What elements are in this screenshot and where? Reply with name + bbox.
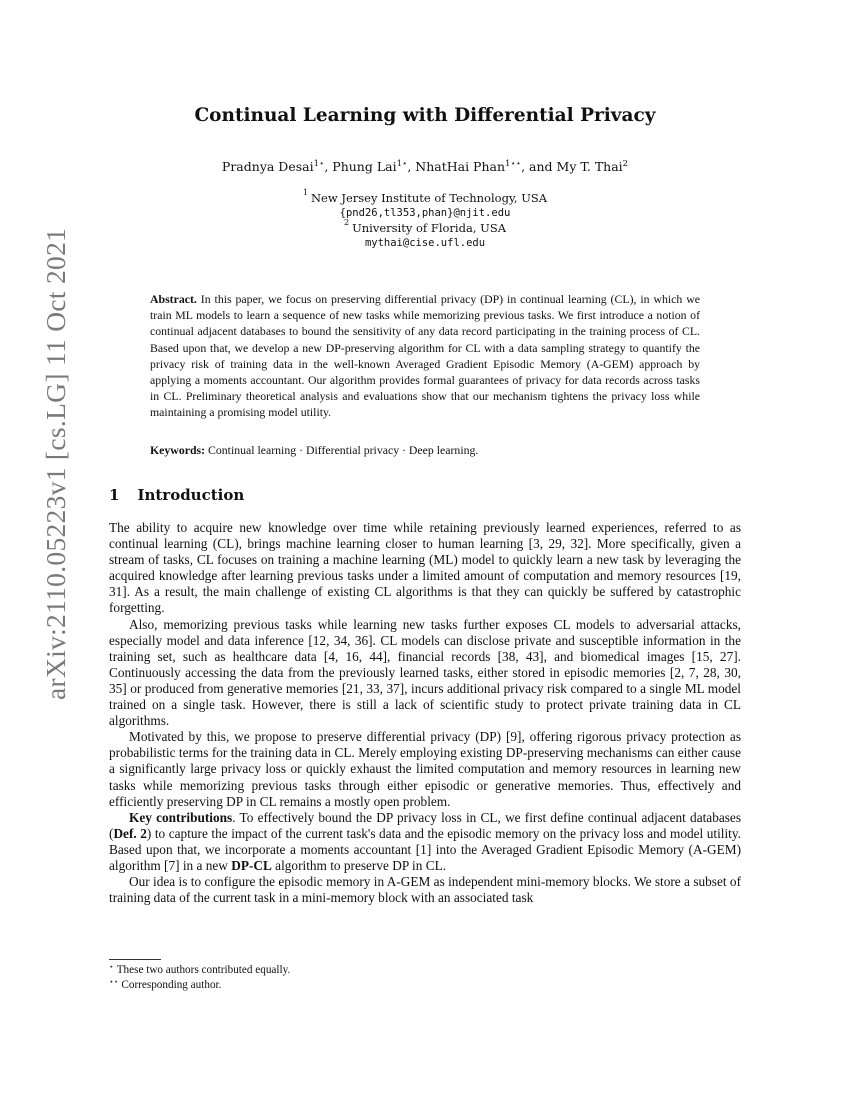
footnote-rule xyxy=(109,959,161,960)
affiliation-1-email: {pnd26,tl353,phan}@njit.edu xyxy=(339,207,511,219)
author-name: NhatHai Phan xyxy=(415,159,506,175)
paragraph: The ability to acquire new knowledge over time while retaining previously learned experiences, referred to as continual learning (CL), brings machine learning closer to human learning [3, 29, 32]. More specifically, given a stream of tasks, CL focuses on training a machine learning (ML) model to quickly learn a new task by leveraging the acquired knowledge after learning previous tasks under a limited amount of computation and memory resources [19, 31]. As a result, the main challenge of existing CL algorithms is that they can quickly be suffered by catastrophic forgetting. xyxy=(109,520,741,616)
author-list: Pradnya Desai$^{1⋆}$, Phung Lai$^{1⋆}$, NhatHai Phan$^{1⋆⋆}$, and My T. Thai$^2$ xyxy=(221,159,629,175)
abstract-text: In this paper, we focus on preserving differential privacy (DP) in continual learning (CL), in which we train ML models to learn a sequence of new tasks while memorizing previous tasks. We first introduce a notion of continual adjacent databases to bound the sensitivity of any data record participating in the training process of CL. Based upon that, we develop a new DP-preserving algorithm for CL with a data sampling strategy to quantify the privacy risk of training data in the well-known Averaged Gradient Episodic Memory (A-GEM) approach by applying a moments accountant. Our algorithm provides formal guarantees of privacy for data records across tasks in CL. Preliminary theoretical analysis and evaluations show that our mechanism tightens the privacy loss while maintaining a promising model utility. xyxy=(150,292,700,420)
footnote: ⋆⋆ Corresponding author. xyxy=(109,977,222,991)
paragraph: Key contributions. To effectively bound the DP privacy loss in CL, we first define continual adjacent databases (Def. 2) to capture the impact of the current task's data and the episodic memory on the privacy loss and model utility. Based upon that, we incorporate a moments accountant [1] into the Averaged Gradient Episodic Memory (A-GEM) algorithm [7] in a new DP-CL algorithm to preserve DP in CL. xyxy=(109,809,741,873)
author-name: Pradnya Desai xyxy=(221,159,314,175)
author-mark: 1⋆⋆ xyxy=(505,159,522,169)
keywords xyxy=(150,443,700,458)
author-name: Phung Lai xyxy=(332,159,397,175)
author-mark: 1⋆ xyxy=(396,159,408,169)
paragraph: Our idea is to configure the episodic memory in A-GEM as independent mini-memory blocks. We store a subset of training data of the current task in a mini-memory block with an associated task xyxy=(109,874,741,906)
affiliation-2: $^2$ University of Florida, USA xyxy=(343,218,507,235)
affiliation-1: $^1$ New Jersey Institute of Technology, USA xyxy=(302,188,548,205)
author-mark: 1⋆ xyxy=(313,159,325,169)
author-name: My T. Thai xyxy=(556,159,623,175)
abstract xyxy=(150,291,700,421)
affiliation-2-email: mythai@cise.ufl.edu xyxy=(364,237,486,249)
paper-title: Continual Learning with Differential Privacy xyxy=(194,105,656,126)
section-title: Introduction xyxy=(137,486,245,504)
section-number: 1 xyxy=(109,486,120,504)
abstract-label: Abstract. xyxy=(150,292,197,306)
footnote: ⋆ These two authors contributed equally. xyxy=(109,962,291,976)
keywords-text: Continual learning · Differential privacy · Deep learning. xyxy=(208,443,479,457)
paragraph: Motivated by this, we propose to preserve differential privacy (DP) [9], offering rigorous privacy protection as probabilistic terms for the training data in CL. Merely employing existing DP-preserving mechanisms can either cause a significantly large privacy loss or quickly exhaust the limited computation and memory resources in learning new tasks while memorizing previous tasks through either episodic or generative memories. Thus, effectively and efficiently preserving DP in CL remains a mostly open problem. xyxy=(109,729,741,809)
paragraph: Also, memorizing previous tasks while learning new tasks further exposes CL models to adversarial attacks, especially model and data inference [12, 34, 36]. CL models can disclose private and susceptible information in the training set, such as healthcare data [4, 16, 44], financial records [38, 43], and biomedical images [15, 27]. Continuously accessing the data from the previously learned tasks, either stored in episodic memories [2, 7, 28, 30, 35] or produced from generative memories [21, 33, 37], incurs additional privacy risk compared to a single ML model trained on a single task. However, there is still a lack of scientific study to protect private training data in CL algorithms. xyxy=(109,616,741,729)
section-body xyxy=(109,520,741,906)
keywords-label: Keywords: xyxy=(150,443,206,457)
section-heading xyxy=(109,486,244,504)
author-mark: 2 xyxy=(622,159,629,169)
arxiv-side-label: arXiv:2110.05223v1 [cs.LG] 11 Oct 2021 xyxy=(40,227,71,700)
